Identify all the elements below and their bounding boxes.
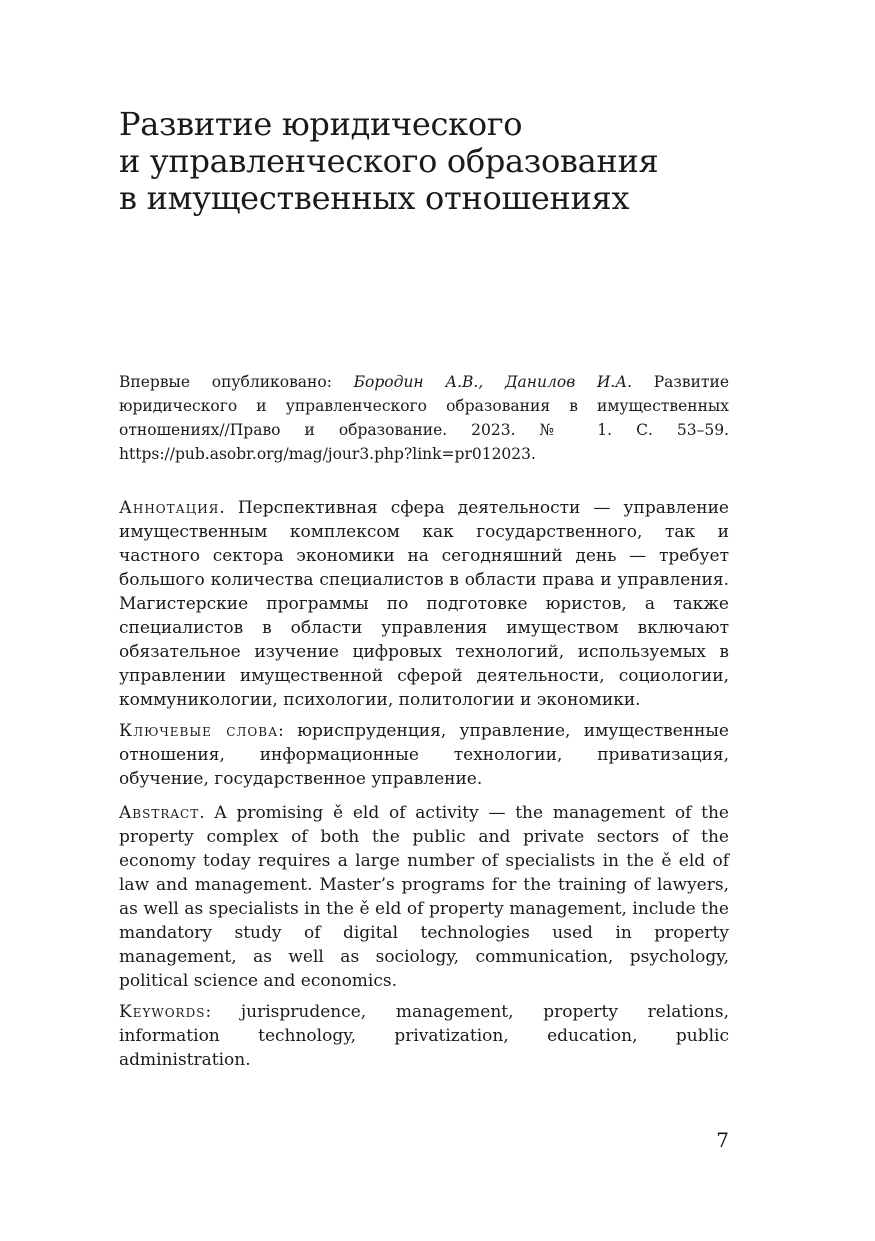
title-line-2: и управленческого образования [119,142,659,180]
title-line-1: Развитие юридического [119,105,523,143]
document-page [119,0,729,1241]
article-title [119,106,729,217]
keywords-ru-paragraph [119,719,729,791]
first-published-note [119,370,729,466]
first-published-authors: Бородин А.В., Данилов И.А. [353,373,633,391]
abstract-text: . A promising ě eld of activity — the management of the property complex of both the public and private sectors of the economy today requires a large number of specialists in the ě eld of law and management. Master’s programs for the training of lawyers, as well as specialists in the ě eld of property management, include the mandatory study of digital technologies used in property management, as well as sociology, communication, psychology, political science and economics. [119,803,729,991]
keywords-en-text: : jurisprudence, management, property relations, information technology, privatization, education, public administration. [119,1002,729,1070]
annotation-paragraph [119,496,729,712]
keywords-en-label: Keywords [119,1002,206,1022]
keywords-ru-text: : юриспруденция, управление, имущественные отношения, информационные технологии, приватизация, обучение, государственное управление. [119,721,729,789]
keywords-ru-label: Ключевые слова [119,721,279,741]
keywords-en-paragraph [119,1000,729,1072]
page-number: 7 [716,1128,729,1152]
first-published-citation: Развитие юридического и управленческого образования в имущественных отношениях//Право и образование. 2023. № 1. С. 53–59. https://pub.asobr.org/mag/jour3.php?link=pr012023. [119,373,729,463]
first-published-prefix: Впервые опубликовано: [119,373,354,391]
abstract-label: Abstract [119,803,200,823]
abstract-paragraph [119,801,729,993]
title-line-3: в имущественных отношениях [119,179,630,217]
annotation-text: . Перспективная сфера деятельности — управление имущественным комплексом как государственного, так и частного сектора экономики на сегодняшний день — требует большого количества специалистов в области права и управления. Магистерские программы по подготовке юристов, а также специалистов в области управления имуществом включают обязательное изучение цифровых технологий, используемых в управлении имущественной сферой деятельности, социологии, коммуникологии, психологии, политологии и экономики. [119,498,729,710]
annotation-label: Аннотация [119,498,220,518]
